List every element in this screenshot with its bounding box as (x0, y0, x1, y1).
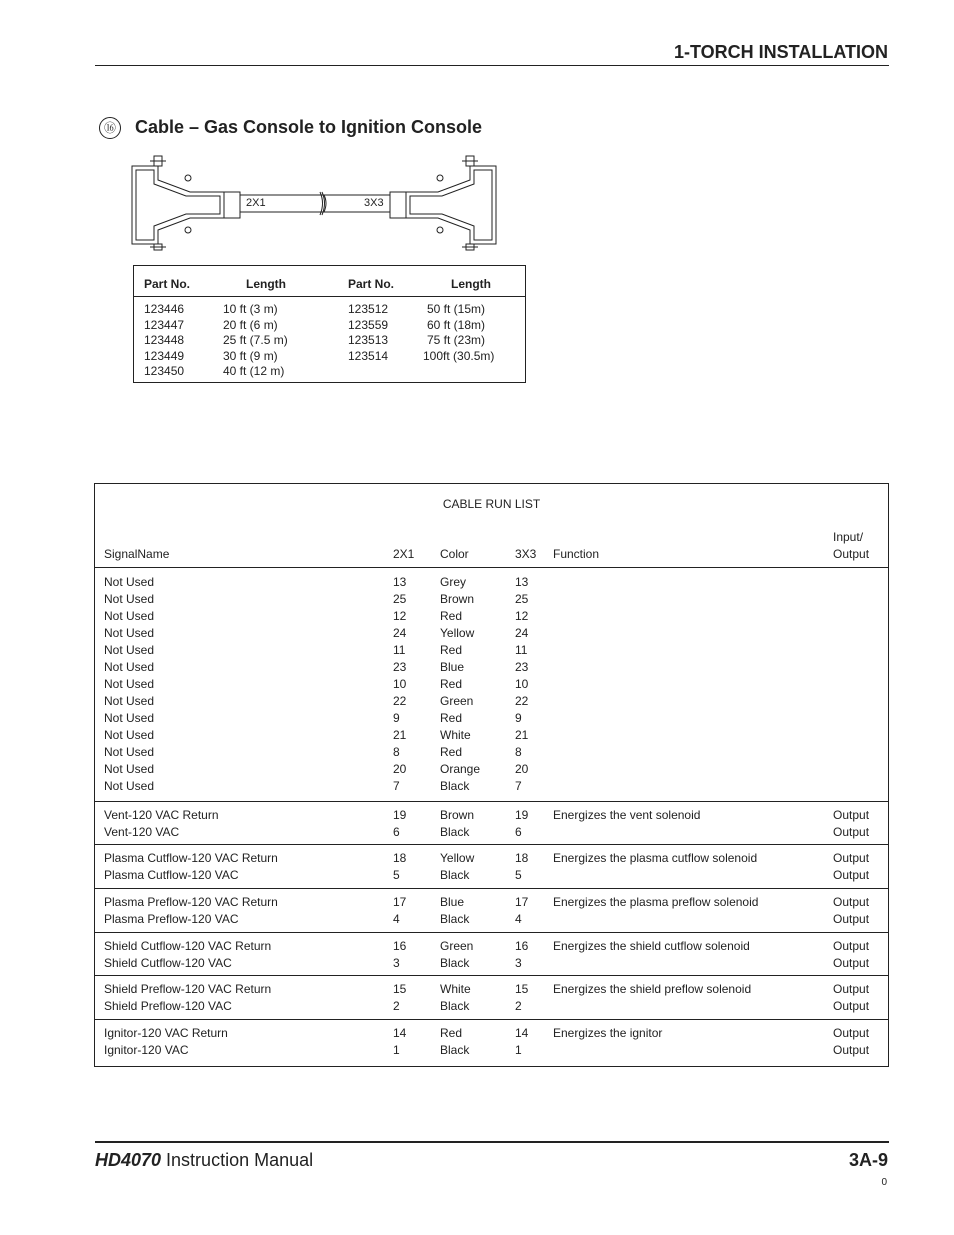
table-row (95, 867, 888, 884)
cell-x3: 10 (515, 677, 529, 691)
cell-x3: 18 (515, 851, 529, 865)
cell-x1: 20 (393, 762, 407, 776)
cell-x3: 9 (515, 711, 522, 725)
cell-signal: Not Used (104, 660, 155, 674)
cell-color: Red (440, 643, 463, 657)
model-name: HD4070 (95, 1150, 162, 1170)
cable-group (95, 807, 888, 841)
cell-x3: 2 (515, 999, 522, 1013)
cell-signal: Ignitor-120 VAC (104, 1043, 189, 1057)
cable-length: 20 ft (6 m) (223, 317, 278, 332)
cell-x1: 2 (393, 999, 400, 1013)
cable-group (95, 981, 888, 1015)
cell-function: Energizes the shield cutflow solenoid (553, 939, 750, 953)
cell-color: Blue (440, 895, 465, 909)
cell-io: Output (833, 895, 870, 909)
cell-x1: 17 (393, 895, 407, 909)
cell-signal: Not Used (104, 626, 155, 640)
part-number: 123446 (144, 302, 185, 316)
cell-signal: Plasma Preflow-120 VAC (104, 912, 239, 926)
cell-x3: 24 (515, 626, 529, 640)
cell-color: Blue (440, 660, 465, 674)
cell-x3: 20 (515, 762, 529, 776)
table-row (95, 642, 888, 659)
cell-x3: 17 (515, 895, 529, 909)
cell-signal: Not Used (104, 745, 155, 759)
cell-x3: 15 (515, 982, 529, 996)
part-number: 123449 (144, 348, 185, 363)
table-row (95, 676, 888, 693)
table-row (95, 608, 888, 625)
cell-io: Output (833, 999, 870, 1013)
cell-x1: 1 (393, 1043, 400, 1057)
group-divider (95, 888, 888, 889)
cell-io: Output (833, 868, 870, 882)
cable-length: 30 ft (9 m) (223, 348, 278, 363)
cable-length: 60 ft (18m) (427, 317, 486, 332)
cell-color: Black (440, 779, 470, 793)
table-row (95, 807, 888, 824)
cell-x1: 13 (393, 575, 407, 589)
cell-signal: Ignitor-120 VAC Return (104, 1026, 228, 1040)
part-number: 123512 (348, 302, 389, 316)
cell-io: Output (833, 982, 870, 996)
cable-length: 50 ft (15m) (427, 302, 486, 316)
cell-color: Brown (440, 808, 475, 822)
cell-x1: 7 (393, 779, 400, 793)
cable-group (95, 894, 888, 928)
part-number: 123559 (348, 317, 389, 332)
header-divider (95, 65, 889, 66)
page-number: 3A-9 (848, 1150, 888, 1170)
3x3-header: 3X3 (515, 547, 537, 561)
cable-group (95, 938, 888, 972)
group-divider (95, 975, 888, 976)
cell-x3: 5 (515, 868, 522, 882)
left-part-numbers (144, 302, 184, 380)
cable-group (95, 1025, 888, 1059)
cell-color: Red (440, 1026, 463, 1040)
input-output-header-line1: Input/ (833, 530, 864, 544)
function-header: Function (553, 547, 600, 561)
cell-x3: 19 (515, 808, 529, 822)
cell-x3: 21 (515, 728, 529, 742)
cell-x3: 3 (515, 956, 522, 970)
cell-color: Yellow (440, 851, 475, 865)
item-number-callout: ⑯ (99, 117, 121, 139)
cell-color: Black (440, 868, 470, 882)
right-lengths (423, 302, 494, 364)
cell-x3: 22 (515, 694, 529, 708)
section-title: Cable – Gas Console to Ignition Console (135, 117, 483, 137)
cell-x3: 14 (515, 1026, 529, 1040)
cable-diagram (128, 152, 500, 252)
table-row (95, 727, 888, 744)
cell-signal: Shield Cutflow-120 VAC (104, 956, 232, 970)
cell-color: White (440, 728, 471, 742)
part-number: 123447 (144, 317, 185, 332)
cell-x1: 10 (393, 677, 407, 691)
cell-x3: 8 (515, 745, 522, 759)
signal-name-header: SignalName (104, 547, 170, 561)
right-connector-shell (406, 166, 496, 244)
cell-x1: 9 (393, 711, 400, 725)
table-row (95, 894, 888, 911)
cell-x1: 19 (393, 808, 407, 822)
left-connector-shell (132, 166, 224, 244)
section-header-title: 1-TORCH INSTALLATION (674, 42, 888, 62)
table-row (95, 625, 888, 642)
cell-x1: 8 (393, 745, 400, 759)
table-row (95, 850, 888, 867)
cell-function: Energizes the ignitor (553, 1026, 663, 1040)
cell-signal: Not Used (104, 575, 155, 589)
table-row (95, 693, 888, 710)
table-row (95, 981, 888, 998)
cell-io: Output (833, 825, 870, 839)
cell-signal: Not Used (104, 694, 155, 708)
cell-io: Output (833, 851, 870, 865)
cell-signal: Not Used (104, 677, 155, 691)
part-number-table (133, 265, 526, 383)
table-row (95, 659, 888, 676)
cell-x3: 1 (515, 1043, 522, 1057)
cell-io: Output (833, 912, 870, 926)
cell-x3: 4 (515, 912, 522, 926)
table-row (95, 591, 888, 608)
cell-io: Output (833, 939, 870, 953)
cell-color: Brown (440, 592, 475, 606)
table-row (95, 1042, 888, 1059)
cell-x3: 12 (515, 609, 529, 623)
cell-color: Black (440, 912, 470, 926)
table-row (95, 998, 888, 1015)
2x1-header: 2X1 (393, 547, 415, 561)
manual-label: Instruction Manual (161, 1150, 314, 1170)
cell-function: Energizes the plasma preflow solenoid (553, 895, 759, 909)
cell-x1: 21 (393, 728, 407, 742)
left-boot (224, 192, 240, 218)
revision-code: 0 (881, 1177, 887, 1188)
table-row (95, 778, 888, 795)
cell-color: Green (440, 694, 474, 708)
table-row (95, 938, 888, 955)
cell-x1: 24 (393, 626, 407, 640)
cable-length: 40 ft (12 m) (223, 364, 285, 379)
cell-io: Output (833, 1043, 870, 1057)
cell-signal: Vent-120 VAC (104, 825, 180, 839)
cable-length: 10 ft (3 m) (223, 302, 278, 316)
table-row (95, 574, 888, 591)
cell-color: Yellow (440, 626, 475, 640)
cell-function: Energizes the shield preflow solenoid (553, 982, 752, 996)
cell-x1: 16 (393, 939, 407, 953)
cell-x1: 22 (393, 694, 407, 708)
cell-io: Output (833, 808, 870, 822)
cable-length: 25 ft (7.5 m) (223, 333, 288, 348)
label-3x3: 3X3 (364, 197, 384, 209)
cell-color: Red (440, 711, 463, 725)
table-row (95, 761, 888, 778)
cell-io: Output (833, 956, 870, 970)
cell-x1: 14 (393, 1026, 407, 1040)
cell-x1: 3 (393, 956, 400, 970)
cell-signal: Plasma Preflow-120 VAC Return (104, 895, 278, 909)
cell-color: Red (440, 677, 463, 691)
cell-x3: 16 (515, 939, 529, 953)
table-row (95, 955, 888, 972)
cable-group (95, 850, 888, 884)
cell-signal: Not Used (104, 711, 155, 725)
cell-color: Grey (440, 575, 467, 589)
table-row (95, 710, 888, 727)
cable-length: 75 ft (23m) (427, 333, 486, 348)
cell-color: White (440, 982, 471, 996)
input-output-header-line2: Output (833, 547, 870, 561)
cell-x3: 7 (515, 779, 522, 793)
length-header-right: Length (451, 277, 491, 291)
color-header: Color (440, 547, 469, 561)
cell-x3: 25 (515, 592, 529, 606)
cell-x1: 25 (393, 592, 407, 606)
cell-color: Black (440, 999, 470, 1013)
table-row (95, 824, 888, 841)
cell-x1: 18 (393, 851, 407, 865)
part-number: 123514 (348, 348, 389, 363)
right-part-numbers (348, 302, 388, 364)
cell-x3: 11 (515, 643, 528, 657)
cell-x1: 5 (393, 868, 400, 882)
cell-signal: Not Used (104, 779, 155, 793)
cell-x3: 6 (515, 825, 522, 839)
parts-header-divider (134, 296, 525, 297)
cable-length: 100ft (30.5m) (423, 348, 495, 363)
footer-manual-title (95, 1150, 313, 1171)
cable-run-list-title: CABLE RUN LIST (442, 497, 541, 511)
group-divider (95, 844, 888, 845)
right-boot (390, 192, 406, 218)
left-lengths (223, 302, 288, 380)
cell-signal: Shield Cutflow-120 VAC Return (104, 939, 272, 953)
part-no-header-right: Part No. (348, 277, 395, 291)
cell-signal: Plasma Cutflow-120 VAC Return (104, 851, 278, 865)
cell-signal: Not Used (104, 728, 155, 742)
cell-color: Orange (440, 762, 481, 776)
cell-x1: 12 (393, 609, 407, 623)
table-row (95, 744, 888, 761)
length-header-left: Length (246, 277, 286, 291)
part-number: 123450 (144, 364, 185, 379)
cell-function: Energizes the plasma cutflow solenoid (553, 851, 758, 865)
cell-signal: Plasma Cutflow-120 VAC (104, 868, 239, 882)
group-divider (95, 801, 888, 802)
cell-x3: 23 (515, 660, 529, 674)
cell-signal: Not Used (104, 609, 155, 623)
cell-color: Red (440, 609, 463, 623)
cell-color: Black (440, 825, 470, 839)
part-number: 123448 (144, 333, 185, 348)
cell-x1: 4 (393, 912, 400, 926)
label-2x1: 2X1 (246, 197, 266, 209)
cell-color: Black (440, 956, 470, 970)
part-no-header-left: Part No. (144, 277, 191, 291)
cable-run-list-table (94, 483, 889, 1067)
table-row (95, 1025, 888, 1042)
cell-x1: 6 (393, 825, 400, 839)
cell-signal: Vent-120 VAC Return (104, 808, 219, 822)
cell-signal: Shield Preflow-120 VAC (104, 999, 232, 1013)
cell-signal: Not Used (104, 643, 155, 657)
footer-divider (95, 1141, 889, 1143)
cell-signal: Shield Preflow-120 VAC Return (104, 982, 272, 996)
group-divider (95, 932, 888, 933)
group-divider (95, 1019, 888, 1020)
cell-signal: Not Used (104, 762, 155, 776)
cell-x1: 15 (393, 982, 407, 996)
table-row (95, 911, 888, 928)
cell-function: Energizes the vent solenoid (553, 808, 701, 822)
cell-signal: Not Used (104, 592, 155, 606)
cell-x1: 11 (393, 643, 406, 657)
cell-color: Green (440, 939, 474, 953)
cable-group (95, 574, 888, 795)
cell-color: Black (440, 1043, 470, 1057)
cell-color: Red (440, 745, 463, 759)
cell-io: Output (833, 1026, 870, 1040)
cell-x3: 13 (515, 575, 529, 589)
part-number: 123513 (348, 333, 389, 348)
cell-x1: 23 (393, 660, 407, 674)
header-divider (95, 567, 888, 568)
